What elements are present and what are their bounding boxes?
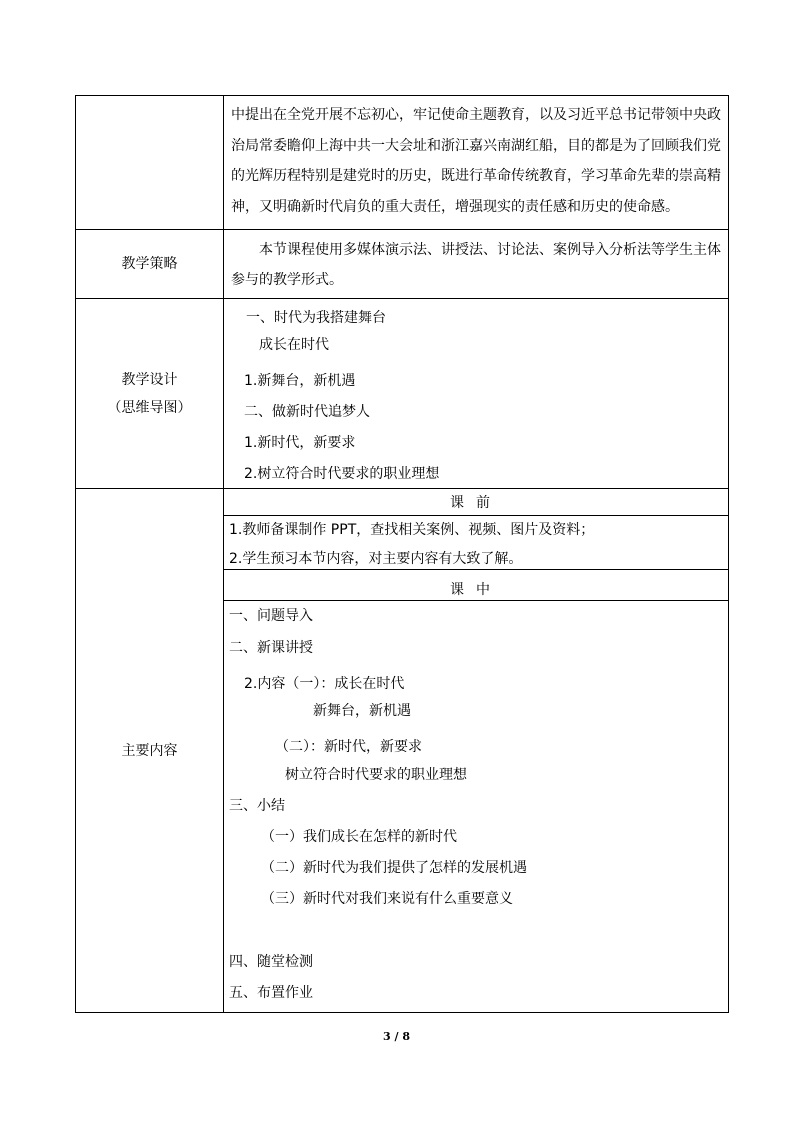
design-label-cell xyxy=(76,299,224,489)
intro-line-2: 治局常委瞻仰上海中共一大会址和浙江嘉兴南湖红船，目的都是为了回顾我们党 xyxy=(231,138,721,154)
lesson-plan-table xyxy=(75,95,729,1013)
divider xyxy=(224,569,728,570)
intro-line-1: 中提出在全党开展不忘初心，牢记使命主题教育，以及习近平总书记带领中央政 xyxy=(231,107,721,123)
during-class-header: 课中 xyxy=(450,582,502,598)
during-line-9: （二）新时代为我们提供了怎样的发展机遇 xyxy=(261,860,527,876)
during-line-10: （三）新时代对我们来说有什么重要意义 xyxy=(261,891,513,907)
during-line-3: 2.内容（一）：成长在时代 xyxy=(244,676,405,692)
during-line-12: 五、布置作业 xyxy=(229,985,313,1001)
intro-line-3: 的光辉历程特别是建党时的历史，既进行革命传统教育，学习革命先辈的崇高精 xyxy=(231,168,721,184)
during-line-11: 四、随堂检测 xyxy=(229,954,313,970)
during-line-2: 二、新课讲授 xyxy=(229,640,313,656)
during-line-8: （一）我们成长在怎样的新时代 xyxy=(261,829,457,845)
during-line-1: 一、问题导入 xyxy=(229,608,313,624)
during-line-6: 树立符合时代要求的职业理想 xyxy=(285,767,467,783)
design-text-cell xyxy=(224,299,729,489)
content-label: 主要内容 xyxy=(121,742,178,759)
strategy-line-1: 本节课程使用多媒体演示法、讲授法、讨论法、案例导入分析法等学生主体 xyxy=(259,242,721,258)
design-label: 教学设计 xyxy=(121,371,178,388)
design-line-4: 二、做新时代追梦人 xyxy=(244,404,370,420)
strategy-label: 教学策略 xyxy=(121,256,178,272)
content-label-cell xyxy=(76,489,224,1013)
content-text-cell xyxy=(224,489,729,1013)
design-label-sub: （思维导图） xyxy=(107,399,192,416)
design-line-1: 一、时代为我搭建舞台 xyxy=(246,310,386,326)
design-line-6: 2.树立符合时代要求的职业理想 xyxy=(244,466,440,482)
before-class-header: 课前 xyxy=(450,495,502,511)
intro-text-cell xyxy=(224,96,729,230)
during-line-4: 新舞台，新机遇 xyxy=(313,703,411,719)
before-line-1: 1.教师备课制作 PPT，查找相关案例、视频、图片及资料； xyxy=(229,522,595,538)
design-line-5: 1.新时代，新要求 xyxy=(244,435,356,451)
strategy-line-2: 参与的教学形式。 xyxy=(231,272,343,288)
during-line-5: （二）：新时代，新要求 xyxy=(275,739,422,755)
strategy-text-cell xyxy=(224,230,729,299)
design-line-2: 成长在时代 xyxy=(259,337,329,353)
intro-label-cell xyxy=(76,96,224,230)
intro-line-4: 神，又明确新时代肩负的重大责任，增强现实的责任感和历史的使命感。 xyxy=(231,199,679,215)
before-line-2: 2.学生预习本节内容，对主要内容有大致了解。 xyxy=(229,551,523,567)
page-number: 3 / 8 xyxy=(383,1030,410,1043)
strategy-label-cell xyxy=(76,230,224,299)
during-line-7: 三、小结 xyxy=(229,798,285,814)
divider xyxy=(224,515,728,516)
divider xyxy=(224,600,728,601)
design-line-3: 1.新舞台，新机遇 xyxy=(244,373,356,389)
